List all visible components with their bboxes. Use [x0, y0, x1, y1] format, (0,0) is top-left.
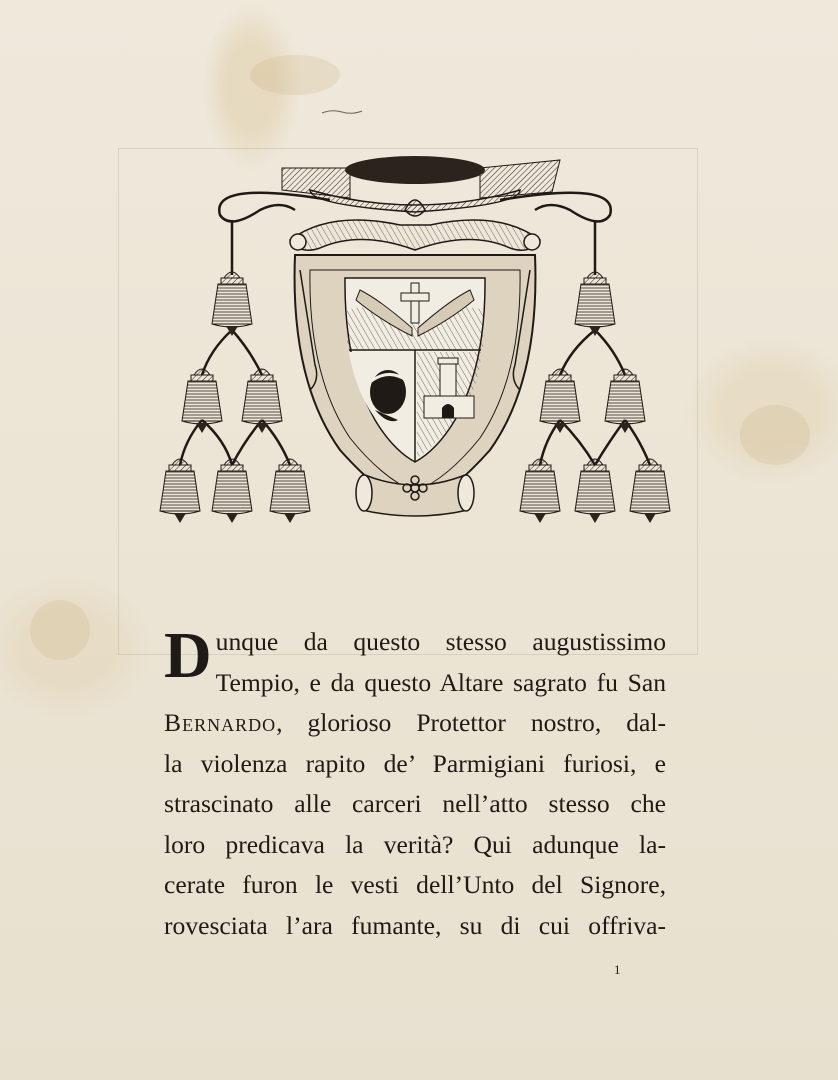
coat-of-arms-icon [150, 150, 680, 545]
saint-name: Bernardo [164, 708, 277, 737]
paper-stain [250, 55, 340, 95]
text-line: unque da questo stesso augustissimo [215, 627, 666, 656]
text-fragment: , glorioso Protettor nostro, dal- [276, 708, 666, 737]
body-paragraph [164, 619, 666, 946]
text-line: la violenza rapito de’ Parmigiani furiosi, e [164, 748, 666, 778]
text-line: strascinato alle carceri nell’atto stesso che [164, 789, 666, 818]
text-line [164, 703, 666, 744]
paper-stain [30, 600, 90, 660]
text-line: loro predicava la verità? Qui adunque la- [164, 829, 666, 859]
page-number: 1 [614, 962, 621, 977]
drop-cap: D [164, 619, 212, 692]
text-line: Tempio, e da questo Altare sagrato fu San [215, 667, 666, 697]
printer-mark-icon [320, 108, 364, 116]
paper-stain [740, 405, 810, 465]
text-line: cerate furon le vesti dell’Unto del Signore, [164, 870, 666, 899]
text-line: rovesciata l’ara fumante, su di cui offriva- [164, 910, 666, 940]
